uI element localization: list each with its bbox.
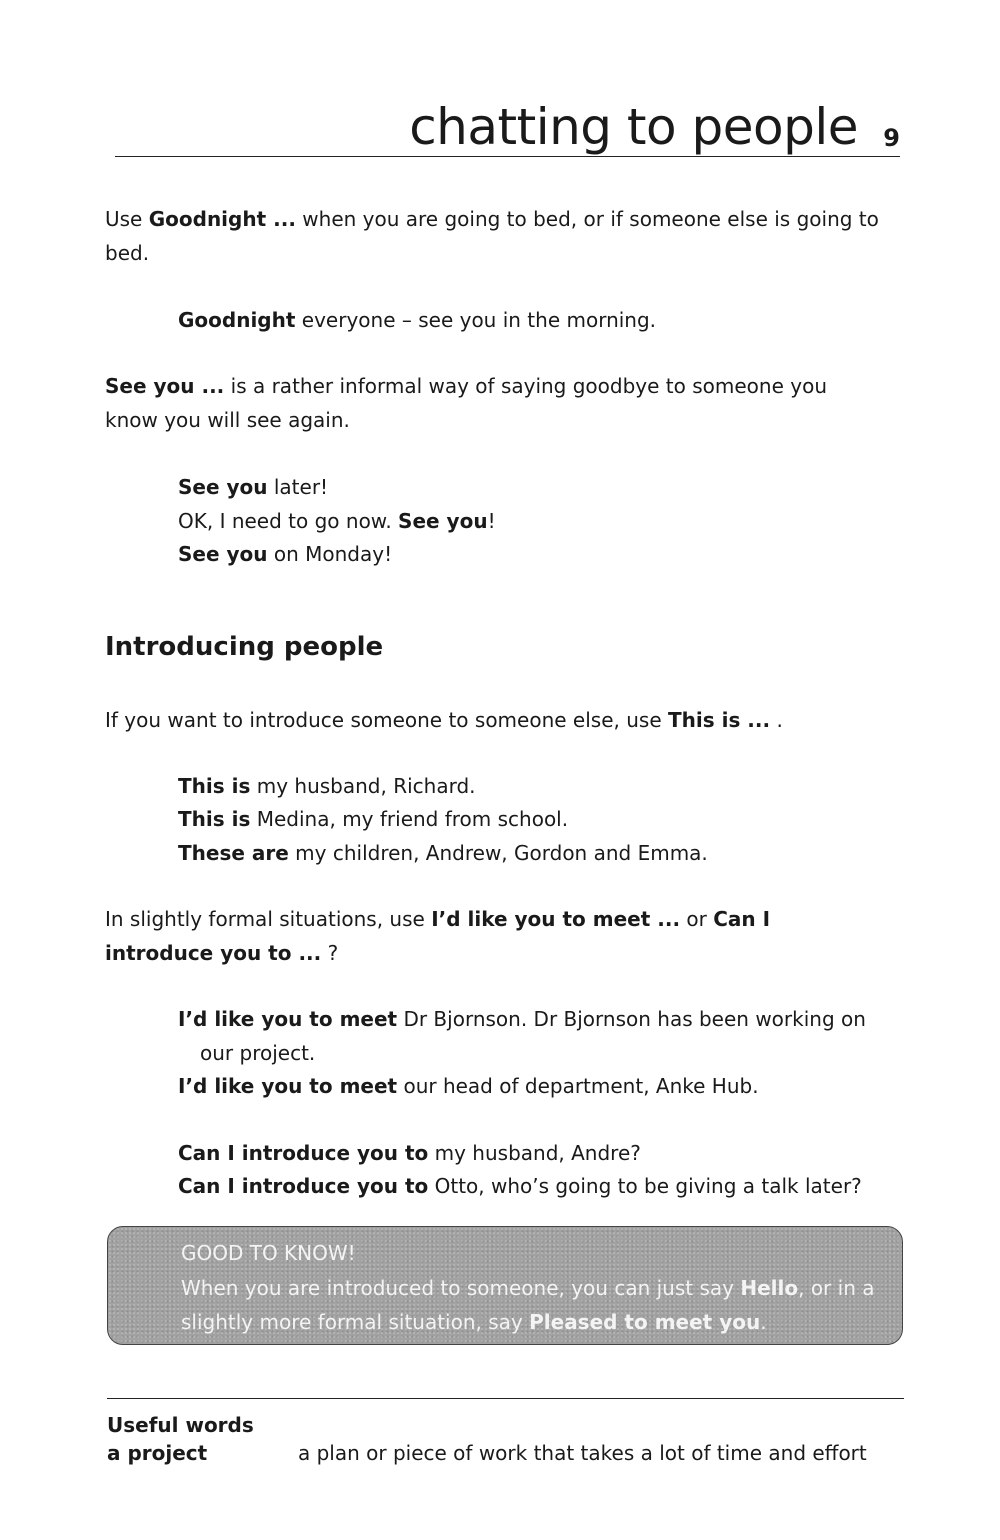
- example-phrase: I’d like you to meet: [178, 1074, 398, 1098]
- formal-phrase-1: I’d like you to meet ...: [431, 907, 681, 931]
- formal-example: [178, 1169, 878, 1203]
- goodnight-term: Goodnight ...: [148, 207, 296, 231]
- example-text: Dr Bjornson. Dr Bjornson has been working on: [397, 1007, 866, 1031]
- formal-phrase-2: Can I introduce you to ...: [105, 907, 771, 965]
- example-phrase: See you: [398, 509, 488, 533]
- intro-phrase: This is ...: [667, 708, 771, 732]
- goodnight-example: [178, 303, 878, 337]
- see-you-term: See you ...: [105, 374, 225, 398]
- formal-end: ?: [321, 941, 339, 965]
- example-phrase: This is: [178, 807, 251, 831]
- formal-example-continuation: our project.: [200, 1041, 316, 1065]
- tip-phrase: Hello: [740, 1276, 799, 1300]
- example-phrase: I’d like you to meet: [178, 1007, 398, 1031]
- example-phrase: See you: [178, 542, 268, 566]
- glossary-term: a project: [107, 1441, 208, 1465]
- see-you-example: [178, 537, 878, 571]
- example-text: my husband, Andre?: [428, 1141, 641, 1165]
- introducing-example: [178, 769, 878, 803]
- tip-text: , or in a slightly more formal situation, say: [181, 1276, 875, 1334]
- divider: [107, 1398, 904, 1399]
- example-prefix: OK, I need to go now.: [178, 509, 399, 533]
- goodnight-description: when you are going to bed, or if someone else is going to bed.: [105, 207, 879, 265]
- page-number: 9: [883, 124, 900, 152]
- example-text: our head of department, Anke Hub.: [397, 1074, 759, 1098]
- intro-end: .: [770, 708, 783, 732]
- example-text: everyone – see you in the morning.: [295, 308, 657, 332]
- see-you-description: is a rather informal way of saying goodbye to someone you know you will see again.: [105, 374, 827, 432]
- good-to-know-title: GOOD TO KNOW!: [181, 1241, 356, 1265]
- example-text: on Monday!: [267, 542, 393, 566]
- useful-words-heading: Useful words: [107, 1413, 254, 1437]
- introducing-example: [178, 802, 878, 836]
- formal-mid: or: [680, 907, 714, 931]
- goodnight-paragraph: [105, 202, 885, 270]
- example-text: Otto, who’s going to be giving a talk later?: [428, 1174, 862, 1198]
- chapter-title: chatting to people: [409, 98, 858, 156]
- see-you-paragraph: [105, 369, 885, 437]
- goodnight-prefix: Use: [105, 207, 149, 231]
- running-header: [115, 88, 900, 157]
- intro-text: If you want to introduce someone to someone else, use: [105, 708, 668, 732]
- example-phrase: This is: [178, 774, 251, 798]
- formal-paragraph: [105, 902, 885, 970]
- good-to-know-text: [181, 1271, 881, 1339]
- introducing-paragraph: [105, 703, 885, 737]
- tip-text: When you are introduced to someone, you can just say: [181, 1276, 741, 1300]
- formal-text: In slightly formal situations, use: [105, 907, 432, 931]
- example-text: later!: [267, 475, 329, 499]
- example-phrase: These are: [178, 841, 289, 865]
- formal-example: [178, 1069, 878, 1103]
- tip-text: .: [760, 1310, 767, 1334]
- formal-example: [178, 1002, 878, 1036]
- example-text: my husband, Richard.: [250, 774, 476, 798]
- example-phrase: Can I introduce you to: [178, 1141, 429, 1165]
- example-text: !: [487, 509, 496, 533]
- see-you-example: [178, 470, 878, 504]
- good-to-know-box: [107, 1226, 903, 1345]
- introducing-example: [178, 836, 878, 870]
- glossary-definition: a plan or piece of work that takes a lot of time and effort: [298, 1441, 867, 1465]
- tip-phrase: Pleased to meet you: [529, 1310, 761, 1334]
- example-text: Medina, my friend from school.: [250, 807, 569, 831]
- example-phrase: See you: [178, 475, 268, 499]
- formal-example: [178, 1136, 878, 1170]
- section-heading: Introducing people: [105, 632, 384, 662]
- example-text: my children, Andrew, Gordon and Emma.: [288, 841, 708, 865]
- example-phrase: Can I introduce you to: [178, 1174, 429, 1198]
- example-phrase: Goodnight: [178, 308, 296, 332]
- see-you-example: [178, 504, 878, 538]
